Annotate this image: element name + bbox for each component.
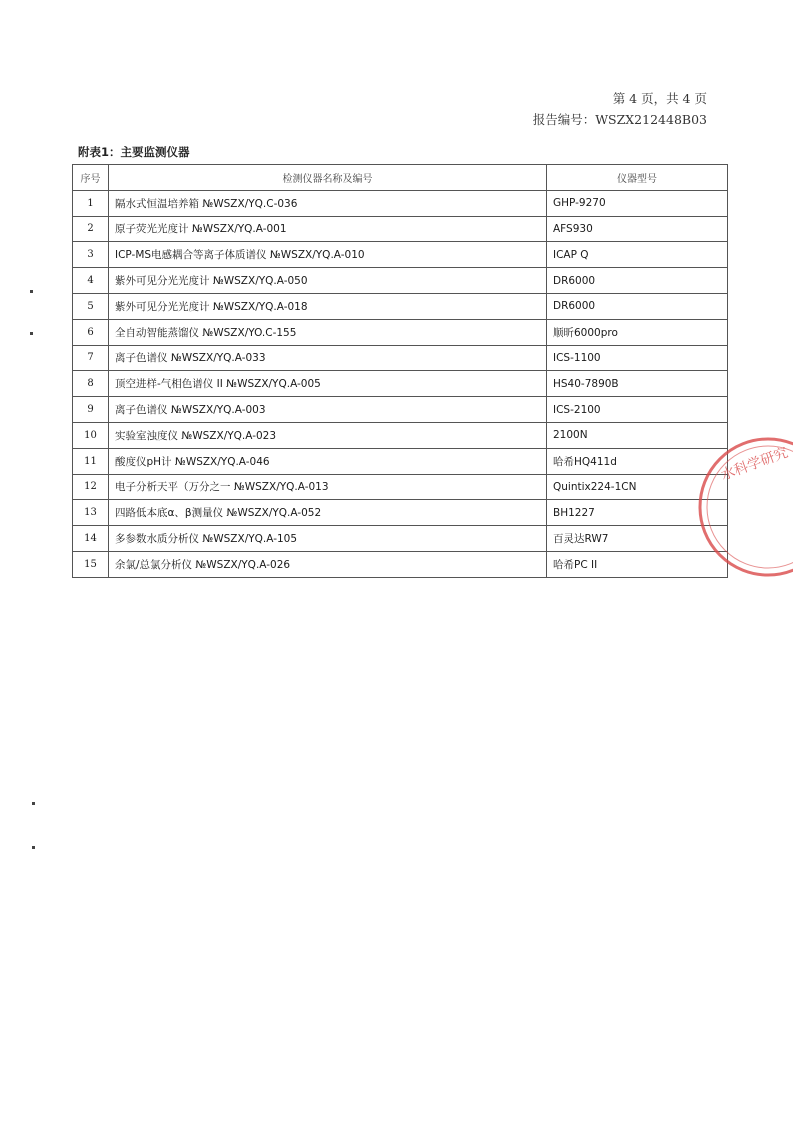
instrument-name: 紫外可见分光光度计 №WSZX/YQ.A-018 xyxy=(109,293,547,319)
row-number: 7 xyxy=(73,345,109,371)
instrument-name: 隔水式恒温培养箱 №WSZX/YQ.C-036 xyxy=(109,190,547,216)
page-header xyxy=(533,88,707,130)
instrument-name: 全自动智能蒸馏仪 №WSZX/YO.C-155 xyxy=(109,319,547,345)
row-number: 14 xyxy=(73,526,109,552)
scan-mark xyxy=(30,332,33,335)
table-row xyxy=(73,242,728,268)
col-header-name: 检测仪器名称及编号 xyxy=(109,165,547,191)
row-number: 6 xyxy=(73,319,109,345)
scan-mark xyxy=(32,846,35,849)
instrument-model: ICS-1100 xyxy=(547,345,728,371)
table-header-row xyxy=(73,165,728,191)
table-row xyxy=(73,345,728,371)
table-row xyxy=(73,190,728,216)
row-number: 12 xyxy=(73,474,109,500)
instrument-name: 四路低本底α、β测量仪 №WSZX/YQ.A-052 xyxy=(109,500,547,526)
col-header-model: 仪器型号 xyxy=(547,165,728,191)
page-number: 第 4 页，共 4 页 xyxy=(612,91,707,106)
instrument-model: ICAP Q xyxy=(547,242,728,268)
instrument-model: DR6000 xyxy=(547,293,728,319)
table-row xyxy=(73,474,728,500)
instrument-name: 余氯/总氯分析仪 №WSZX/YQ.A-026 xyxy=(109,551,547,577)
instrument-name: 离子色谱仪 №WSZX/YQ.A-033 xyxy=(109,345,547,371)
table-row xyxy=(73,268,728,294)
instrument-model: BH1227 xyxy=(547,500,728,526)
scan-mark xyxy=(30,290,33,293)
instrument-name: 离子色谱仪 №WSZX/YQ.A-003 xyxy=(109,397,547,423)
instrument-name: 电子分析天平（万分之一 №WSZX/YQ.A-013 xyxy=(109,474,547,500)
table-row xyxy=(73,397,728,423)
instrument-table xyxy=(72,164,728,578)
report-number: 报告编号：WSZX212448B03 xyxy=(532,112,707,127)
row-number: 3 xyxy=(73,242,109,268)
table-row xyxy=(73,422,728,448)
instrument-model: 哈希PC II xyxy=(547,551,728,577)
table-body xyxy=(73,190,728,577)
instrument-model: 2100N xyxy=(547,422,728,448)
row-number: 9 xyxy=(73,397,109,423)
instrument-model: Quintix224-1CN xyxy=(547,474,728,500)
instrument-name: 顶空进样-气相色谱仪 II №WSZX/YQ.A-005 xyxy=(109,371,547,397)
instrument-name: 酸度仪pH计 №WSZX/YQ.A-046 xyxy=(109,448,547,474)
row-number: 10 xyxy=(73,422,109,448)
col-header-no: 序号 xyxy=(73,165,109,191)
row-number: 4 xyxy=(73,268,109,294)
instrument-name: 实验室浊度仪 №WSZX/YQ.A-023 xyxy=(109,422,547,448)
institution-seal xyxy=(693,432,793,582)
instrument-name: 原子荧光光度计 №WSZX/YQ.A-001 xyxy=(109,216,547,242)
table-row xyxy=(73,319,728,345)
table-row xyxy=(73,551,728,577)
instrument-model: HS40-7890B xyxy=(547,371,728,397)
row-number: 2 xyxy=(73,216,109,242)
instrument-name: ICP-MS电感耦合等离子体质谱仪 №WSZX/YQ.A-010 xyxy=(109,242,547,268)
instrument-name: 多参数水质分析仪 №WSZX/YQ.A-105 xyxy=(109,526,547,552)
instrument-model: AFS930 xyxy=(547,216,728,242)
instrument-model: GHP-9270 xyxy=(547,190,728,216)
row-number: 13 xyxy=(73,500,109,526)
table-row xyxy=(73,371,728,397)
row-number: 11 xyxy=(73,448,109,474)
scan-mark xyxy=(32,802,35,805)
table-row xyxy=(73,293,728,319)
instrument-model: DR6000 xyxy=(547,268,728,294)
instrument-model: 哈希HQ411d xyxy=(547,448,728,474)
instrument-model: 顺昕6000pro xyxy=(547,319,728,345)
table-row xyxy=(73,448,728,474)
instrument-name: 紫外可见分光光度计 №WSZX/YQ.A-050 xyxy=(109,268,547,294)
table-row xyxy=(73,500,728,526)
row-number: 5 xyxy=(73,293,109,319)
instrument-model: ICS-2100 xyxy=(547,397,728,423)
seal-text: 水科学研究 xyxy=(718,444,791,484)
row-number: 1 xyxy=(73,190,109,216)
row-number: 15 xyxy=(73,551,109,577)
instrument-model: 百灵达RW7 xyxy=(547,526,728,552)
table-title: 附表1：主要监测仪器 xyxy=(78,145,190,159)
table-row xyxy=(73,216,728,242)
row-number: 8 xyxy=(73,371,109,397)
table-row xyxy=(73,526,728,552)
